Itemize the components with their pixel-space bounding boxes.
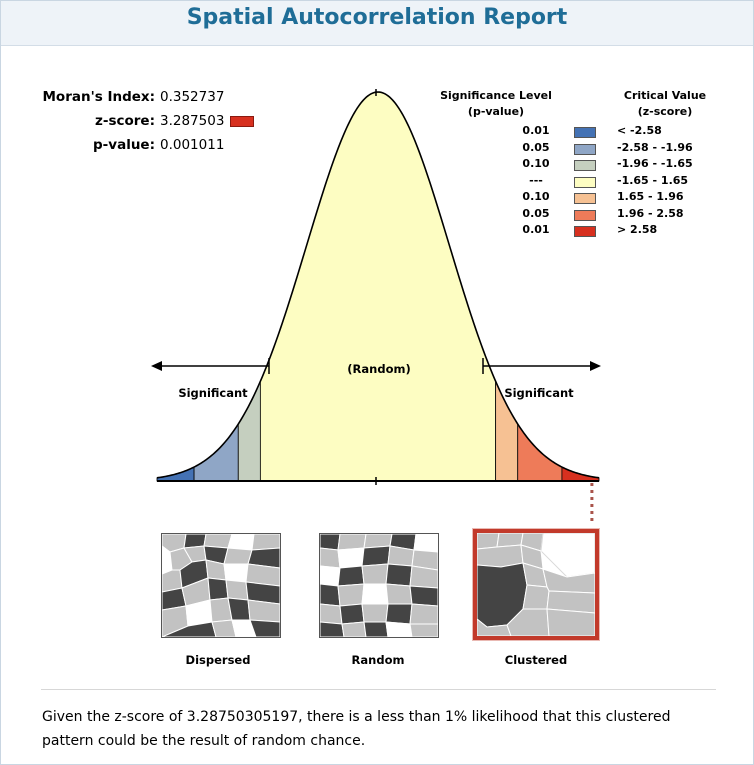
- right-significant-label: Significant: [504, 386, 574, 400]
- legend-zrange-4: 1.65 - 1.96: [617, 190, 684, 203]
- legend-pvalue-0: 0.01: [522, 124, 550, 137]
- summary-divider: [41, 689, 716, 690]
- clustered-pattern-selected-frame: [473, 529, 599, 640]
- dispersed-pattern-map: [162, 534, 280, 637]
- clustered-caption: Clustered: [504, 653, 568, 667]
- morans-index-value: 0.352737: [160, 89, 225, 105]
- right-arrowhead: [590, 361, 601, 371]
- legend-zrange-5: 1.96 - 2.58: [617, 206, 684, 220]
- legend-pvalue-1: 0.05: [522, 140, 550, 154]
- critical-value-header-line1: Critical Value: [623, 89, 707, 102]
- morans-index-label: Moran's Index:: [42, 89, 155, 105]
- left-significance-arrow: [151, 358, 269, 374]
- left-arrowhead: [151, 361, 162, 371]
- critical-value-header-line2: (z-score): [637, 105, 693, 118]
- zscore-value: 3.287503: [160, 113, 225, 129]
- pvalue-label: p-value:: [93, 137, 155, 153]
- random-pattern-map: [320, 534, 438, 637]
- curve-band-3: [260, 92, 495, 481]
- legend-pvalue-6: 0.01: [522, 223, 550, 236]
- legend-zrange-1: -2.58 - -1.96: [617, 140, 693, 154]
- clustered-pattern-map: [477, 533, 595, 636]
- legend-pvalue-4: 0.10: [522, 190, 550, 203]
- legend-zrange-6: > 2.58: [617, 223, 658, 236]
- significance-level-header-line1: Significance Level: [440, 89, 552, 102]
- normal-distribution-chart: [1, 1, 753, 521]
- report-title: Spatial Autocorrelation Report: [186, 5, 568, 30]
- random-annotation: (Random): [347, 362, 411, 376]
- random-caption: Random: [351, 653, 405, 667]
- legend-pvalue-5: 0.05: [522, 206, 550, 220]
- dispersed-pattern-thumbnail: [161, 533, 281, 638]
- significance-level-header-line2: (p-value): [467, 105, 525, 118]
- random-pattern-thumbnail: [319, 533, 439, 638]
- left-significant-label: Significant: [178, 386, 248, 400]
- interpretation-summary: Given the z-score of 3.28750305197, there is a less than 1% likelihood that this clustered pattern could be the result of random chance.: [42, 709, 671, 749]
- legend-zrange-0: < -2.58: [617, 124, 662, 137]
- legend-zrange-2: -1.96 - -1.65: [617, 157, 693, 170]
- dispersed-caption: Dispersed: [185, 653, 251, 667]
- legend-zrange-3: -1.65 - 1.65: [617, 173, 689, 187]
- legend-pvalue-2: 0.10: [522, 157, 550, 170]
- pvalue-value: 0.001011: [160, 137, 225, 153]
- curve-bands: [157, 92, 599, 481]
- zscore-label: z-score:: [95, 113, 155, 129]
- legend-pvalue-3: ---: [529, 173, 543, 187]
- right-significance-arrow: [483, 358, 601, 374]
